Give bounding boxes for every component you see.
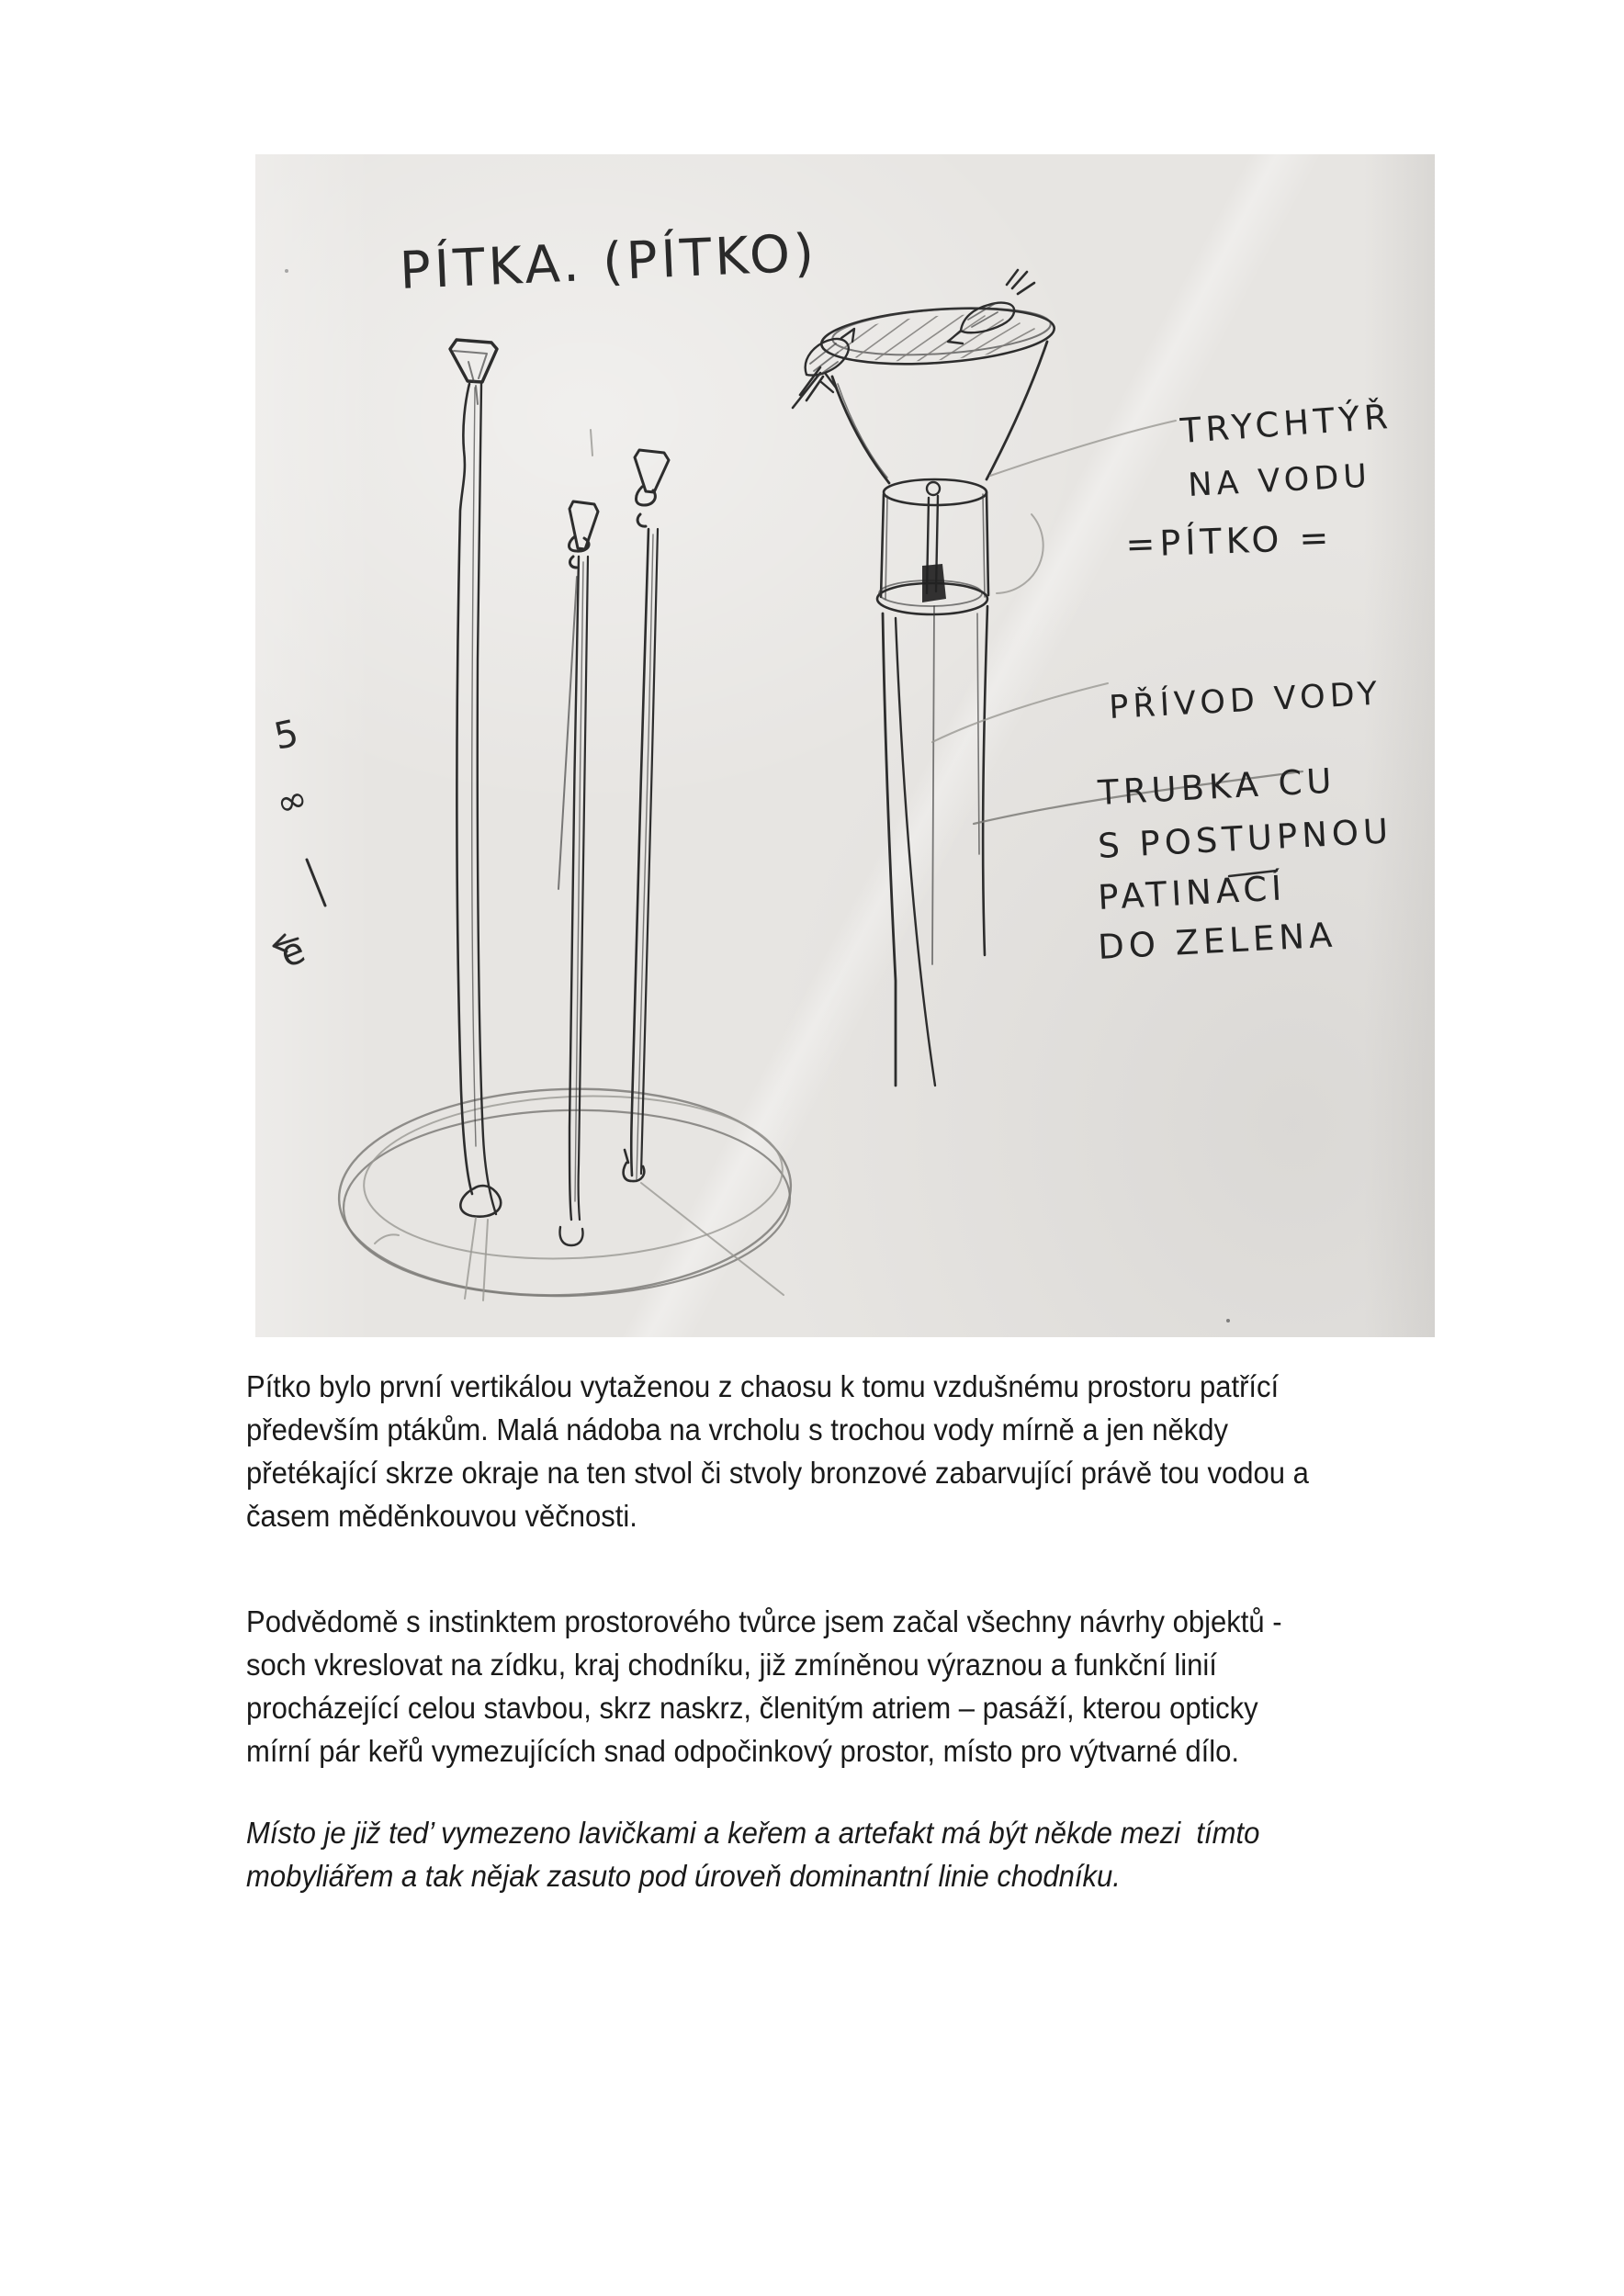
paragraph-1-line: přetékající skrze okraje na ten stvol či stvoly bronzové zabarvující právě tou vodou a: [246, 1456, 1309, 1490]
funnel-detail: [793, 270, 1056, 1086]
annotation-tube-line2: S POSTUPNOU: [1097, 811, 1394, 866]
paragraph-3-line: Místo je již ted’ vymezeno lavičkami a keřem a artefakt má být někde mezi tímto: [246, 1816, 1260, 1850]
paragraph-2: [246, 1600, 1386, 1773]
annotation-tube-line4: DO ZELENA: [1097, 915, 1338, 967]
annotation-funnel-line1: TRYCHTÝŘ: [1179, 396, 1394, 451]
fountain-pole-left: [450, 340, 501, 1300]
paragraph-3-italic: [246, 1811, 1386, 1897]
basin-dish: [335, 1081, 795, 1302]
paper-speck: [285, 269, 288, 273]
paragraph-1-line: časem měděnkouvou věčnosti.: [246, 1499, 637, 1533]
annotation-tube-line1: TRUBKA CU: [1097, 760, 1337, 813]
svg-text:5: 5: [270, 712, 302, 759]
paragraph-1-line: především ptákům. Malá nádoba na vrcholu s trochou vody mírně a jen někdy: [246, 1412, 1229, 1446]
paragraph-3-line: mobyliářem a tak nějak zasuto pod úroveň dominantní linie chodníku.: [246, 1859, 1121, 1893]
paper-speck: [1226, 1319, 1230, 1322]
handwritten-annotations: [1096, 396, 1393, 967]
fountain-pole-middle: [558, 430, 598, 1245]
height-note-doodle: [271, 712, 325, 976]
fountain-pole-right: [624, 450, 669, 1181]
paragraph-1: [246, 1365, 1386, 1537]
pipe-joint-blob: [922, 564, 946, 602]
annotation-tube-line3: PATINACÍ: [1097, 868, 1288, 917]
paragraph-2-line: mírní pár keřů vymezujících snad odpočinkový prostor, místo pro výtvarné dílo.: [246, 1734, 1239, 1768]
paragraph-1-line: Pítko bylo první vertikálou vytaženou z chaosu k tomu vzdušnému prostoru patřící: [246, 1369, 1280, 1403]
paragraph-2-line: soch vkreslovat na zídku, kraj chodníku, již zmíněnou výraznou a funkční linií: [246, 1648, 1217, 1682]
svg-text:e: e: [274, 929, 311, 977]
annotation-funnel-line3: =PÍTKO =: [1124, 517, 1335, 565]
svg-text:∞: ∞: [270, 776, 313, 827]
paragraph-2-line: Podvědomě s instinktem prostorového tvůrce jsem začal všechny návrhy objektů -: [246, 1604, 1282, 1638]
annotation-water-supply: PŘÍVOD VODY: [1108, 675, 1383, 726]
annotation-funnel-line2: NA VODU: [1187, 457, 1372, 504]
pitka-sketch-drawing: [255, 154, 1435, 1337]
sketch-scan-image: [255, 154, 1435, 1337]
paragraph-2-line: procházející celou stavbou, skrz naskrz, členitým atriem – pasáží, kterou opticky: [246, 1691, 1258, 1725]
sketch-title-handwriting: PÍTKA. (PÍTKO): [398, 223, 819, 301]
